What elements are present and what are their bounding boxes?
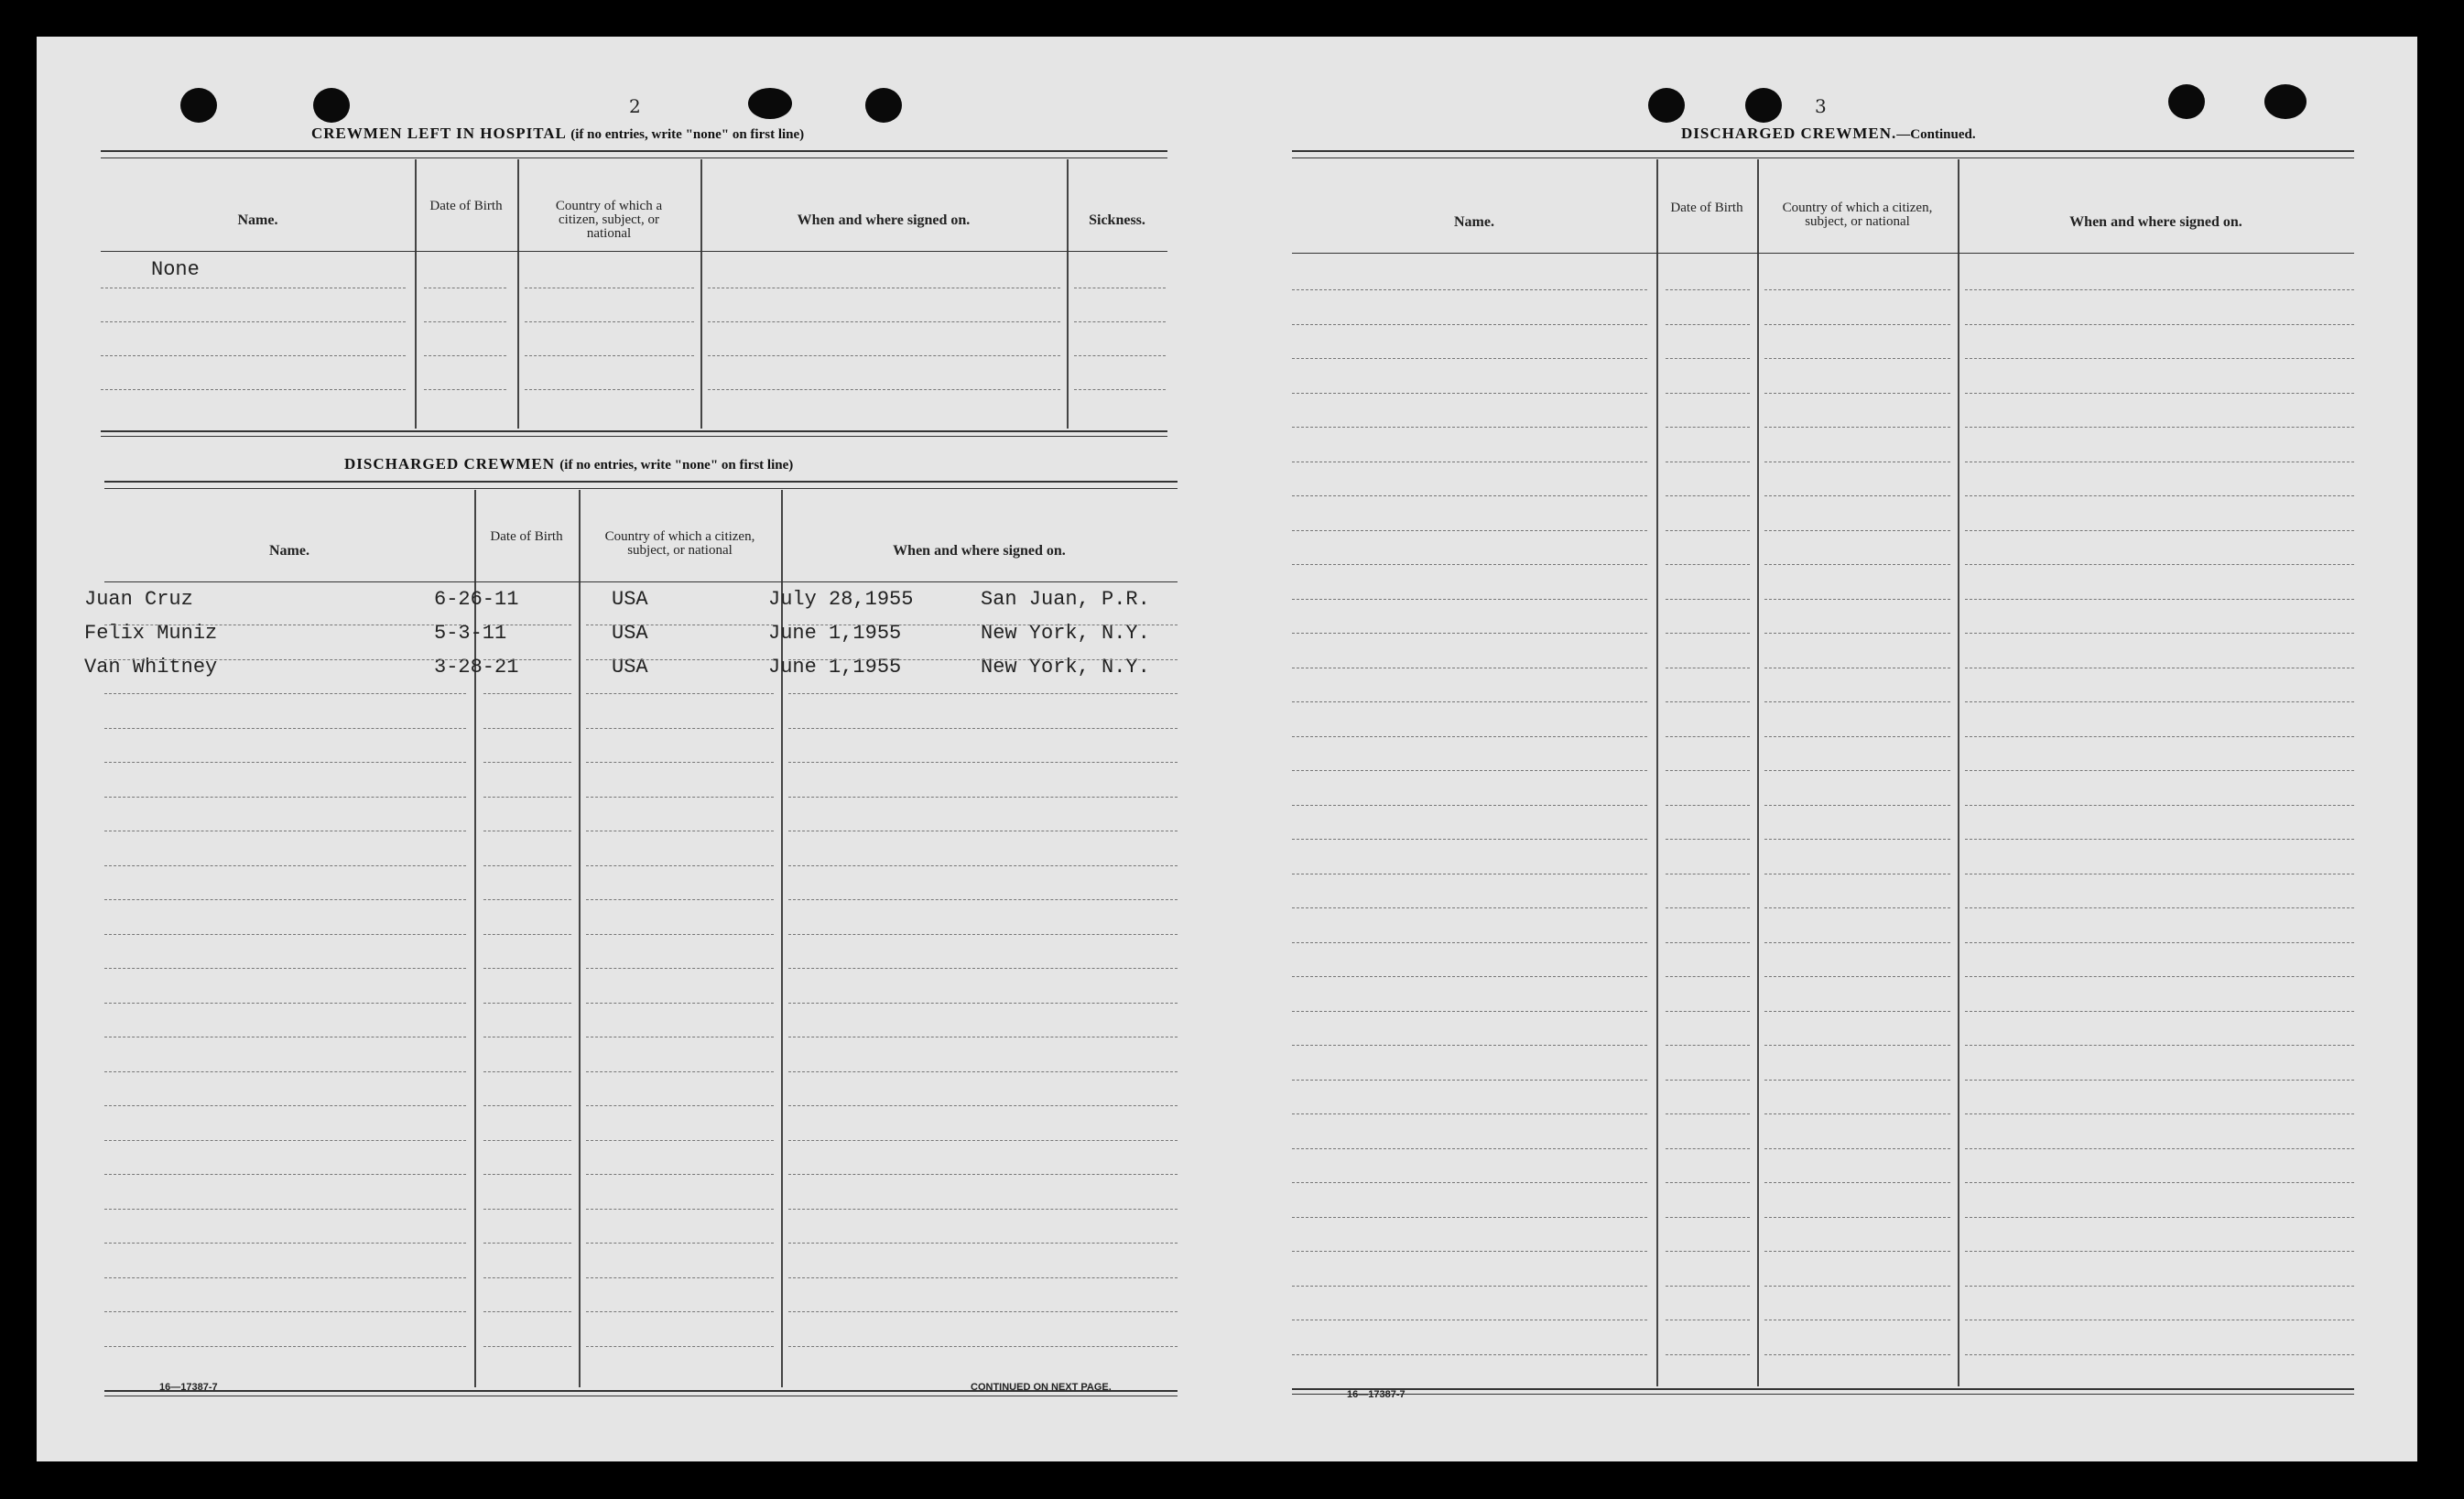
ruled-line <box>483 1346 571 1347</box>
discharged-row-place: San Juan, P.R. <box>981 588 1150 611</box>
ruled-line <box>483 1277 571 1278</box>
ruled-line <box>1292 736 1647 737</box>
ruled-line <box>788 693 1178 694</box>
ruled-line <box>1074 389 1166 390</box>
ruled-line <box>525 321 694 322</box>
ruled-line <box>1666 564 1750 565</box>
ruled-line <box>1965 633 2354 634</box>
ruled-line <box>1764 701 1950 702</box>
ruled-line <box>1666 358 1750 359</box>
ruled-line <box>788 797 1178 798</box>
ruled-line <box>1965 907 2354 908</box>
ruled-line <box>1965 1251 2354 1252</box>
ruled-line <box>1666 1182 1750 1183</box>
ruled-line <box>483 659 571 660</box>
ruled-line <box>1965 1011 2354 1012</box>
ruled-line <box>1292 805 1647 806</box>
ruled-line <box>586 1105 774 1106</box>
ruled-line <box>586 693 774 694</box>
ruled-line <box>586 797 774 798</box>
ruled-line <box>1965 1045 2354 1046</box>
ruled-line <box>1764 1148 1950 1149</box>
ruled-line <box>1965 1354 2354 1355</box>
ruled-line <box>525 355 694 356</box>
ruled-line <box>1666 324 1750 325</box>
ruled-line <box>483 1140 571 1141</box>
ruled-line <box>1965 358 2354 359</box>
ruled-line <box>1764 324 1950 325</box>
ruled-line <box>1292 770 1647 771</box>
ruled-line <box>1764 358 1950 359</box>
ruled-line <box>104 659 466 660</box>
ruled-line <box>788 1071 1178 1072</box>
ruled-line <box>104 1209 466 1210</box>
discharged-row-name: Felix Muniz <box>84 622 218 645</box>
ruled-line <box>586 899 774 900</box>
ruled-line <box>1764 736 1950 737</box>
ruled-line <box>1666 427 1750 428</box>
ruled-line <box>1666 839 1750 840</box>
ruled-line <box>1764 633 1950 634</box>
ruled-line <box>586 762 774 763</box>
ruled-line <box>1764 1217 1950 1218</box>
ruled-line <box>1764 1286 1950 1287</box>
ruled-line <box>483 1071 571 1072</box>
ruled-line <box>1764 907 1950 908</box>
ruled-line <box>104 762 466 763</box>
ruled-line <box>104 1346 466 1347</box>
ruled-line <box>1965 1080 2354 1081</box>
hospital-header-dob: Date of Birth <box>429 199 503 213</box>
ruled-line <box>1292 393 1647 394</box>
ruled-line <box>1292 701 1647 702</box>
discharged-row-place: New York, N.Y. <box>981 622 1150 645</box>
ruled-line <box>1764 839 1950 840</box>
ruled-line <box>104 1174 466 1175</box>
left-page <box>37 37 1227 1461</box>
continued-heading <box>1681 125 1976 143</box>
right-page <box>1227 37 2417 1461</box>
ruled-line <box>1965 289 2354 290</box>
ruled-line <box>788 728 1178 729</box>
ruled-line <box>1764 1113 1950 1114</box>
ruled-line <box>1074 321 1166 322</box>
continued-title: DISCHARGED CREWMEN. <box>1681 125 1897 142</box>
punch-hole <box>1648 88 1685 123</box>
ruled-line <box>586 934 774 935</box>
ruled-line <box>1764 599 1950 600</box>
hospital-header-country: Country of which a citizen, subject, or national <box>555 199 663 241</box>
ruled-line <box>483 899 571 900</box>
ruled-line <box>586 865 774 866</box>
form-number: 16—17387-7 <box>1347 1389 1406 1400</box>
ruled-line <box>1292 599 1647 600</box>
ruled-line <box>1292 530 1647 531</box>
discharged-row-country: USA <box>612 588 648 611</box>
ruled-line <box>483 797 571 798</box>
ruled-line <box>101 321 406 322</box>
ruled-line <box>586 1140 774 1141</box>
ruled-line <box>1292 1286 1647 1287</box>
discharged-header-country: Country of which a citizen, subject, or national <box>604 529 755 558</box>
discharged-row-country: USA <box>612 656 648 679</box>
ruled-line <box>586 968 774 969</box>
ruled-line <box>1965 1148 2354 1149</box>
ruled-line <box>586 1003 774 1004</box>
discharged-row-date: June 1,1955 <box>768 656 902 679</box>
ruled-line <box>1764 1251 1950 1252</box>
ruled-line <box>586 728 774 729</box>
ruled-line <box>104 728 466 729</box>
form-number: 16—17387-7 <box>159 1382 218 1393</box>
punch-hole <box>748 88 792 119</box>
ruled-line <box>586 1243 774 1244</box>
punch-hole <box>2168 84 2205 119</box>
hospital-header-sickness: Sickness. <box>1089 212 1145 228</box>
ruled-line <box>1666 736 1750 737</box>
ruled-line <box>1965 599 2354 600</box>
ruled-line <box>104 1277 466 1278</box>
ruled-line <box>1292 1354 1647 1355</box>
ruled-line <box>1666 393 1750 394</box>
ruled-line <box>586 1277 774 1278</box>
ruled-line <box>788 1140 1178 1141</box>
discharged-row-name: Juan Cruz <box>84 588 193 611</box>
ruled-line <box>1292 1011 1647 1012</box>
ruled-line <box>483 1003 571 1004</box>
ruled-line <box>1292 324 1647 325</box>
ruled-line <box>104 1071 466 1072</box>
ruled-line <box>101 355 406 356</box>
discharged-heading <box>344 455 793 473</box>
page-number: 3 <box>1815 95 1827 117</box>
ruled-line <box>788 1209 1178 1210</box>
page-number: 2 <box>629 95 641 117</box>
ruled-line <box>1666 770 1750 771</box>
ruled-line <box>1965 530 2354 531</box>
ruled-line <box>1965 770 2354 771</box>
ruled-line <box>788 659 1178 660</box>
ruled-line <box>788 1346 1178 1347</box>
ruled-line <box>1292 427 1647 428</box>
ruled-line <box>424 321 506 322</box>
ruled-line <box>1666 599 1750 600</box>
ruled-line <box>104 1140 466 1141</box>
ruled-line <box>1292 1217 1647 1218</box>
discharged-header-name: Name. <box>269 543 309 559</box>
ruled-line <box>104 899 466 900</box>
discharged-subtitle: (if no entries, write "none" on first line) <box>559 458 794 473</box>
punch-hole <box>2264 84 2307 119</box>
ruled-line <box>483 1105 571 1106</box>
ruled-line <box>1965 564 2354 565</box>
ruled-line <box>586 1346 774 1347</box>
ruled-line <box>104 797 466 798</box>
ruled-line <box>1666 1148 1750 1149</box>
ruled-line <box>1292 1080 1647 1081</box>
ruled-line <box>708 321 1060 322</box>
document-paper <box>37 37 2417 1461</box>
punch-hole <box>865 88 902 123</box>
ruled-line <box>1666 805 1750 806</box>
punch-hole <box>180 88 217 123</box>
ruled-line <box>1764 393 1950 394</box>
ruled-line <box>1764 1182 1950 1183</box>
ruled-line <box>1292 289 1647 290</box>
ruled-line <box>424 389 506 390</box>
ruled-line <box>1965 1286 2354 1287</box>
ruled-line <box>1074 355 1166 356</box>
ruled-line <box>104 865 466 866</box>
ruled-line <box>483 1311 571 1312</box>
ruled-line <box>1764 495 1950 496</box>
ruled-line <box>104 693 466 694</box>
ruled-line <box>1965 495 2354 496</box>
continued-header-dob: Date of Birth <box>1670 201 1743 215</box>
discharged-row-dob: 5-3-11 <box>434 622 507 645</box>
hospital-entry-none: None <box>151 258 200 281</box>
ruled-line <box>1965 427 2354 428</box>
hospital-table <box>101 150 1167 471</box>
discharged-row-country: USA <box>612 622 648 645</box>
ruled-line <box>1764 564 1950 565</box>
ruled-line <box>708 355 1060 356</box>
ruled-line <box>788 968 1178 969</box>
ruled-line <box>788 934 1178 935</box>
ruled-line <box>1666 1286 1750 1287</box>
ruled-line <box>483 693 571 694</box>
ruled-line <box>1292 839 1647 840</box>
ruled-line <box>1292 358 1647 359</box>
hospital-heading <box>311 125 804 143</box>
ruled-line <box>483 934 571 935</box>
hospital-title: CREWMEN LEFT IN HOSPITAL <box>311 125 566 142</box>
ruled-line <box>1292 1182 1647 1183</box>
ruled-line <box>104 968 466 969</box>
ruled-line <box>1965 736 2354 737</box>
ruled-line <box>1666 633 1750 634</box>
continued-header-name: Name. <box>1454 214 1494 230</box>
ruled-line <box>1666 495 1750 496</box>
ruled-line <box>1764 1354 1950 1355</box>
ruled-line <box>1764 289 1950 290</box>
continued-table <box>1292 150 2354 1432</box>
ruled-line <box>788 1105 1178 1106</box>
ruled-line <box>1666 1113 1750 1114</box>
ruled-line <box>104 1243 466 1244</box>
continued-note: CONTINUED ON NEXT PAGE. <box>971 1382 1112 1393</box>
ruled-line <box>1965 942 2354 943</box>
ruled-line <box>1764 942 1950 943</box>
ruled-line <box>483 728 571 729</box>
ruled-line <box>1965 805 2354 806</box>
ruled-line <box>483 968 571 969</box>
ruled-line <box>1292 564 1647 565</box>
ruled-line <box>1666 942 1750 943</box>
ruled-line <box>101 389 406 390</box>
ruled-line <box>788 1003 1178 1004</box>
ruled-line <box>104 1003 466 1004</box>
ruled-line <box>1965 701 2354 702</box>
continued-header-country: Country of which a citizen, subject, or national <box>1782 201 1933 229</box>
ruled-line <box>1666 1354 1750 1355</box>
ruled-line <box>1764 1045 1950 1046</box>
ruled-line <box>1666 1045 1750 1046</box>
ruled-line <box>788 865 1178 866</box>
ruled-line <box>586 1174 774 1175</box>
ruled-line <box>1292 1113 1647 1114</box>
ruled-line <box>1666 1011 1750 1012</box>
continued-header-signed: When and where signed on. <box>2069 214 2242 230</box>
ruled-line <box>1666 1080 1750 1081</box>
punch-hole <box>1745 88 1782 123</box>
ruled-line <box>1292 633 1647 634</box>
ruled-line <box>1292 942 1647 943</box>
hospital-header-name: Name. <box>237 212 278 228</box>
ruled-line <box>1764 976 1950 977</box>
ruled-line <box>788 1174 1178 1175</box>
ruled-line <box>788 1311 1178 1312</box>
ruled-line <box>1292 907 1647 908</box>
ruled-line <box>1666 907 1750 908</box>
punch-hole <box>313 88 350 123</box>
ruled-line <box>483 1174 571 1175</box>
ruled-line <box>104 1105 466 1106</box>
hospital-header-signed: When and where signed on. <box>797 212 971 228</box>
ruled-line <box>1666 289 1750 290</box>
ruled-line <box>1666 976 1750 977</box>
ruled-line <box>1292 495 1647 496</box>
ruled-line <box>483 1243 571 1244</box>
ruled-line <box>1965 1217 2354 1218</box>
ruled-line <box>1764 427 1950 428</box>
ruled-line <box>586 1311 774 1312</box>
ruled-line <box>1965 1113 2354 1114</box>
discharged-table <box>84 481 1178 1424</box>
ruled-line <box>1292 1148 1647 1149</box>
hospital-subtitle: (if no entries, write "none" on first line) <box>570 127 805 142</box>
ruled-line <box>1666 530 1750 531</box>
discharged-row-place: New York, N.Y. <box>981 656 1150 679</box>
ruled-line <box>1666 701 1750 702</box>
ruled-line <box>1292 1251 1647 1252</box>
ruled-line <box>1764 530 1950 531</box>
ruled-line <box>788 1243 1178 1244</box>
ruled-line <box>1292 1045 1647 1046</box>
ruled-line <box>1666 1251 1750 1252</box>
ruled-line <box>788 1277 1178 1278</box>
discharged-row-date: June 1,1955 <box>768 622 902 645</box>
discharged-row-dob: 3-28-21 <box>434 656 519 679</box>
ruled-line <box>483 865 571 866</box>
continued-subtitle: —Continued. <box>1896 127 1976 142</box>
ruled-line <box>586 1209 774 1210</box>
ruled-line <box>1764 1080 1950 1081</box>
ruled-line <box>1965 324 2354 325</box>
ruled-line <box>1764 770 1950 771</box>
ruled-line <box>104 1311 466 1312</box>
ruled-line <box>1292 976 1647 977</box>
discharged-row-date: July 28,1955 <box>768 588 914 611</box>
ruled-line <box>708 389 1060 390</box>
ruled-line <box>788 899 1178 900</box>
ruled-line <box>586 659 774 660</box>
ruled-line <box>1965 976 2354 977</box>
ruled-line <box>1764 805 1950 806</box>
ruled-line <box>1764 1011 1950 1012</box>
ruled-line <box>104 934 466 935</box>
ruled-line <box>1666 1217 1750 1218</box>
ruled-line <box>586 1071 774 1072</box>
ruled-line <box>483 762 571 763</box>
ruled-line <box>788 762 1178 763</box>
ruled-line <box>525 389 694 390</box>
ruled-line <box>483 1209 571 1210</box>
ruled-line <box>1965 1182 2354 1183</box>
discharged-header-signed: When and where signed on. <box>893 543 1066 559</box>
ruled-line <box>1965 839 2354 840</box>
ruled-line <box>424 355 506 356</box>
discharged-row-dob: 6-26-11 <box>434 588 519 611</box>
discharged-title: DISCHARGED CREWMEN <box>344 455 556 473</box>
discharged-row-name: Van Whitney <box>84 656 218 679</box>
discharged-header-dob: Date of Birth <box>490 529 563 544</box>
ruled-line <box>1965 393 2354 394</box>
